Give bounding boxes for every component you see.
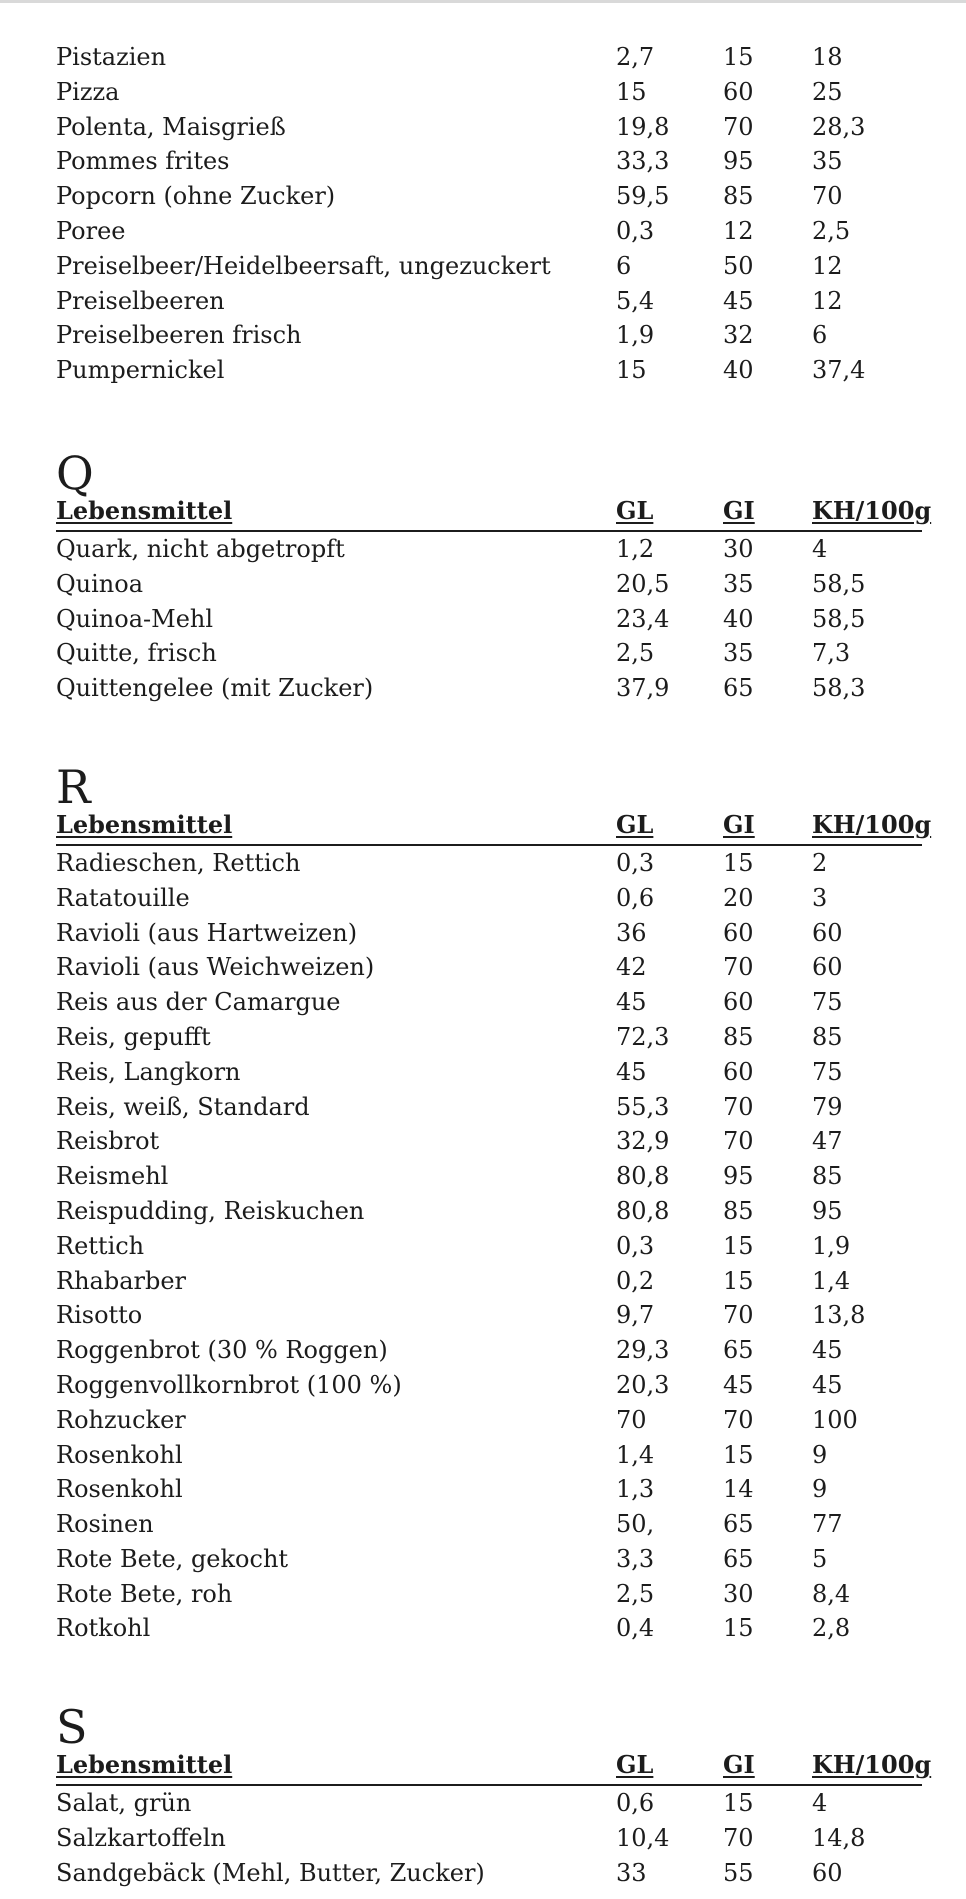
kh-value: 95	[812, 1196, 843, 1225]
gi-value: 60	[723, 988, 754, 1017]
food-name: Pommes frites	[56, 147, 230, 176]
gi-value: 95	[723, 147, 754, 176]
gi-value: 70	[723, 1127, 754, 1156]
table-row	[56, 1090, 922, 1125]
table-row	[56, 671, 922, 706]
kh-value: 4	[812, 534, 828, 563]
food-name: Quitte, frisch	[56, 639, 217, 668]
gl-value: 0,6	[616, 883, 655, 912]
header-food: Lebensmittel	[56, 1750, 233, 1780]
gl-value: 0,4	[616, 1614, 655, 1643]
gl-value: 15	[616, 77, 647, 106]
food-name: Reis, weiß, Standard	[56, 1092, 310, 1121]
gi-value: 35	[723, 639, 754, 668]
food-name: Quittengelee (mit Zucker)	[56, 674, 374, 703]
food-name: Reisbrot	[56, 1127, 160, 1156]
table-row	[56, 846, 922, 881]
kh-value: 100	[812, 1405, 858, 1434]
table-row	[56, 1229, 922, 1264]
section-r	[56, 759, 932, 1646]
gi-value: 70	[723, 1301, 754, 1330]
table-row	[56, 40, 922, 75]
gl-value: 6	[616, 251, 632, 280]
table-row	[56, 318, 922, 353]
gl-value: 9,7	[616, 1301, 655, 1330]
food-name: Quinoa-Mehl	[56, 604, 214, 633]
gl-value: 19,8	[616, 112, 670, 141]
food-name: Salzkartoffeln	[56, 1824, 226, 1853]
gl-value: 80,8	[616, 1196, 670, 1225]
gi-value: 15	[723, 1440, 754, 1469]
gl-value: 33,3	[616, 147, 670, 176]
food-name: Popcorn (ohne Zucker)	[56, 182, 336, 211]
gl-value: 32,9	[616, 1127, 670, 1156]
kh-value: 85	[812, 1162, 843, 1191]
gi-value: 15	[723, 43, 754, 71]
gi-value: 15	[723, 1789, 754, 1818]
food-name: Sandgebäck (Mehl, Butter, Zucker)	[56, 1858, 485, 1887]
table-row	[56, 1159, 922, 1194]
gl-value: 23,4	[616, 604, 670, 633]
gi-value: 30	[723, 1579, 754, 1608]
kh-value: 2	[812, 848, 828, 877]
gi-value: 30	[723, 534, 754, 563]
kh-value: 12	[812, 286, 843, 315]
table-header	[56, 1750, 932, 1786]
kh-value: 45	[812, 1370, 843, 1399]
kh-value: 45	[812, 1336, 843, 1365]
gi-value: 12	[723, 216, 754, 245]
table-row	[56, 636, 922, 671]
table-row	[56, 1821, 922, 1856]
section-spacer	[56, 1646, 922, 1704]
food-name: Rhabarber	[56, 1266, 187, 1295]
kh-value: 25	[812, 77, 843, 106]
kh-value: 14,8	[812, 1824, 866, 1853]
kh-value: 75	[812, 1057, 843, 1086]
section-spacer	[56, 706, 922, 764]
gi-value: 85	[723, 1196, 754, 1225]
kh-value: 13,8	[812, 1301, 866, 1330]
gl-value: 15	[616, 356, 647, 385]
section-s	[56, 1700, 932, 1890]
header-food: Lebensmittel	[56, 495, 233, 525]
kh-value: 60	[812, 953, 843, 982]
gl-value: 80,8	[616, 1162, 670, 1191]
food-name: Roggenvollkornbrot (100 %)	[56, 1370, 402, 1399]
gi-value: 70	[723, 953, 754, 982]
section-letter-s: S	[56, 1700, 88, 1755]
kh-value: 75	[812, 988, 843, 1017]
gi-value: 55	[723, 1858, 754, 1887]
table-row	[56, 1786, 922, 1821]
gl-value: 0,6	[616, 1789, 655, 1818]
gl-value: 5,4	[616, 286, 655, 315]
gl-value: 0,2	[616, 1266, 655, 1295]
gl-value: 3,3	[616, 1544, 655, 1573]
kh-value: 47	[812, 1127, 843, 1156]
gl-value: 72,3	[616, 1022, 670, 1051]
table-row	[56, 353, 922, 388]
gl-value: 1,2	[616, 534, 655, 563]
kh-value: 3	[812, 883, 828, 912]
gi-value: 85	[723, 1022, 754, 1051]
kh-value: 58,3	[812, 674, 866, 703]
kh-value: 8,4	[812, 1579, 851, 1608]
table-row	[56, 1055, 922, 1090]
gi-value: 95	[723, 1162, 754, 1191]
food-name: Rohzucker	[56, 1405, 186, 1434]
header-gl: GL	[616, 495, 654, 525]
header-food: Lebensmittel	[56, 809, 233, 839]
gl-value: 45	[616, 988, 647, 1017]
gi-value: 65	[723, 1544, 754, 1573]
gi-value: 70	[723, 1405, 754, 1434]
kh-value: 7,3	[812, 639, 851, 668]
table-row	[56, 602, 922, 637]
gl-value: 1,4	[616, 1440, 655, 1469]
gi-value: 50	[723, 251, 754, 280]
table-row	[56, 214, 922, 249]
gi-value: 32	[723, 321, 754, 350]
kh-value: 12	[812, 251, 843, 280]
gi-value: 15	[723, 1231, 754, 1260]
food-name: Pizza	[56, 77, 120, 106]
gi-value: 65	[723, 1510, 754, 1539]
kh-value: 2,5	[812, 216, 851, 245]
table-row	[56, 1611, 922, 1646]
food-name: Ratatouille	[56, 883, 190, 912]
food-name: Pistazien	[56, 43, 167, 71]
table-row	[56, 916, 922, 951]
top-divider	[0, 0, 966, 3]
kh-value: 1,9	[812, 1231, 851, 1260]
gi-value: 15	[723, 1614, 754, 1643]
table-row	[56, 1577, 922, 1612]
food-name: Polenta, Maisgrieß	[56, 112, 286, 141]
gl-value: 45	[616, 1057, 647, 1086]
gl-value: 2,7	[616, 43, 655, 71]
food-name: Reis aus der Camargue	[56, 988, 341, 1017]
food-name: Quark, nicht abgetropft	[56, 534, 345, 563]
food-name: Rettich	[56, 1231, 145, 1260]
gi-value: 60	[723, 77, 754, 106]
food-name: Rotkohl	[56, 1614, 151, 1643]
food-name: Rote Bete, gekocht	[56, 1544, 289, 1573]
food-name: Preiselbeeren frisch	[56, 321, 302, 350]
gl-value: 2,5	[616, 639, 655, 668]
table-row	[56, 567, 922, 602]
gi-value: 15	[723, 848, 754, 877]
gl-value: 2,5	[616, 1579, 655, 1608]
kh-value: 77	[812, 1510, 843, 1539]
gl-value: 42	[616, 953, 647, 982]
table-row	[56, 1194, 922, 1229]
kh-value: 1,4	[812, 1266, 851, 1295]
gi-value: 45	[723, 286, 754, 315]
gi-value: 45	[723, 1370, 754, 1399]
gi-value: 35	[723, 569, 754, 598]
kh-value: 37,4	[812, 356, 866, 385]
gi-value: 70	[723, 1092, 754, 1121]
header-kh: KH/100g	[812, 495, 932, 525]
table-row	[56, 1333, 922, 1368]
table-header	[56, 809, 932, 846]
food-name: Reis, Langkorn	[56, 1057, 241, 1086]
table-row	[56, 1856, 922, 1891]
section-p	[56, 40, 922, 388]
food-name: Risotto	[56, 1301, 143, 1330]
kh-value: 79	[812, 1092, 843, 1121]
gl-value: 50,	[616, 1510, 655, 1539]
food-name: Rosinen	[56, 1510, 154, 1539]
kh-value: 2,8	[812, 1614, 851, 1643]
kh-value: 18	[812, 43, 843, 71]
gl-value: 55,3	[616, 1092, 670, 1121]
header-gi: GI	[723, 1750, 755, 1780]
gi-value: 65	[723, 674, 754, 703]
food-name: Roggenbrot (30 % Roggen)	[56, 1336, 388, 1365]
gl-value: 70	[616, 1405, 647, 1434]
food-name: Salat, grün	[56, 1789, 192, 1818]
table-row	[56, 950, 922, 985]
gi-value: 85	[723, 182, 754, 211]
kh-value: 70	[812, 182, 843, 211]
gi-value: 70	[723, 112, 754, 141]
gl-value: 0,3	[616, 1231, 655, 1260]
table-row	[56, 881, 922, 916]
gl-value: 0,3	[616, 848, 655, 877]
gi-value: 60	[723, 918, 754, 947]
table-row	[56, 110, 922, 145]
section-r-rows	[56, 846, 922, 1646]
kh-value: 58,5	[812, 569, 866, 598]
gi-value: 14	[723, 1475, 754, 1504]
food-name: Poree	[56, 216, 126, 245]
gl-value: 0,3	[616, 216, 655, 245]
header-gi: GI	[723, 495, 755, 525]
table-row	[56, 249, 922, 284]
kh-value: 6	[812, 321, 828, 350]
food-name: Rote Bete, roh	[56, 1579, 233, 1608]
table-row	[56, 1264, 922, 1299]
food-name: Ravioli (aus Weichweizen)	[56, 953, 375, 982]
gl-value: 36	[616, 918, 647, 947]
table-row	[56, 532, 922, 567]
table-row	[56, 1368, 922, 1403]
food-name: Preiselbeer/Heidelbeersaft, ungezuckert	[56, 251, 551, 280]
header-gl: GL	[616, 809, 654, 839]
kh-value: 35	[812, 147, 843, 176]
gi-table-page	[56, 40, 932, 1891]
kh-value: 9	[812, 1440, 828, 1469]
gl-value: 33	[616, 1858, 647, 1887]
gl-value: 1,9	[616, 321, 655, 350]
gl-value: 10,4	[616, 1824, 670, 1853]
kh-value: 58,5	[812, 604, 866, 633]
food-name: Reis, gepufft	[56, 1022, 211, 1051]
gl-value: 59,5	[616, 182, 670, 211]
kh-value: 28,3	[812, 112, 866, 141]
header-kh: KH/100g	[812, 809, 932, 839]
table-row	[56, 144, 922, 179]
table-row	[56, 1124, 922, 1159]
table-row	[56, 1542, 922, 1577]
kh-value: 60	[812, 918, 843, 947]
food-name: Ravioli (aus Hartweizen)	[56, 918, 358, 947]
table-row	[56, 985, 922, 1020]
section-q-rows	[56, 532, 922, 706]
food-name: Quinoa	[56, 569, 144, 598]
food-name: Preiselbeeren	[56, 286, 225, 315]
gi-value: 20	[723, 883, 754, 912]
header-kh: KH/100g	[812, 1750, 932, 1780]
section-s-rows	[56, 1786, 922, 1890]
food-name: Rosenkohl	[56, 1440, 183, 1469]
section-letter-r: R	[56, 759, 91, 814]
gi-value: 40	[723, 604, 754, 633]
table-row	[56, 1507, 922, 1542]
food-name: Radieschen, Rettich	[56, 848, 301, 877]
kh-value: 85	[812, 1022, 843, 1051]
table-row	[56, 1403, 922, 1438]
gl-value: 37,9	[616, 674, 670, 703]
food-name: Pumpernickel	[56, 356, 225, 385]
table-row	[56, 1472, 922, 1507]
kh-value: 60	[812, 1858, 843, 1887]
table-row	[56, 1438, 922, 1473]
table-row	[56, 284, 922, 319]
header-gi: GI	[723, 809, 755, 839]
gi-value: 15	[723, 1266, 754, 1295]
food-name: Reismehl	[56, 1162, 169, 1191]
gl-value: 20,5	[616, 569, 670, 598]
gi-value: 60	[723, 1057, 754, 1086]
table-row	[56, 1020, 922, 1055]
table-row	[56, 1298, 922, 1333]
food-name: Rosenkohl	[56, 1475, 183, 1504]
section-spacer	[56, 388, 922, 450]
gl-value: 1,3	[616, 1475, 655, 1504]
gi-value: 65	[723, 1336, 754, 1365]
gl-value: 20,3	[616, 1370, 670, 1399]
header-gl: GL	[616, 1750, 654, 1780]
kh-value: 4	[812, 1789, 828, 1818]
table-row	[56, 179, 922, 214]
table-header	[56, 495, 932, 532]
section-letter-q: Q	[56, 445, 94, 500]
section-q	[56, 445, 932, 706]
food-name: Reispudding, Reiskuchen	[56, 1196, 365, 1225]
table-row	[56, 75, 922, 110]
gl-value: 29,3	[616, 1336, 670, 1365]
kh-value: 9	[812, 1475, 828, 1504]
gi-value: 70	[723, 1824, 754, 1853]
kh-value: 5	[812, 1544, 828, 1573]
gi-value: 40	[723, 356, 754, 385]
